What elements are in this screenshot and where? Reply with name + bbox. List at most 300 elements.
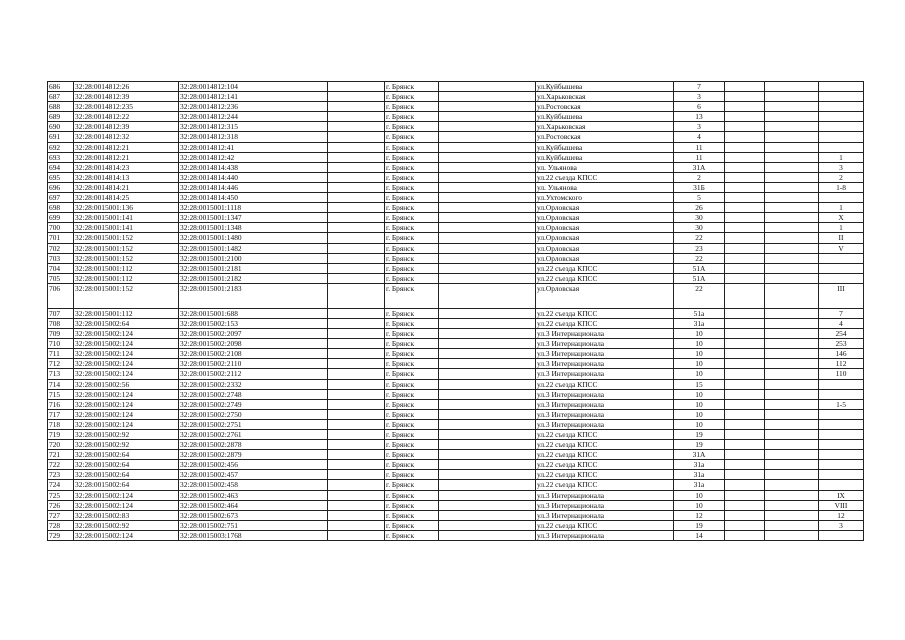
empty-cell xyxy=(725,213,765,223)
empty-cell xyxy=(328,359,385,369)
street-name: ул.22 съезда КПСС xyxy=(536,308,674,318)
land-cadastral-number: 32:28:0014814:23 xyxy=(74,162,179,172)
empty-cell xyxy=(765,122,819,132)
empty-cell xyxy=(765,308,819,318)
house-number: 6 xyxy=(674,102,725,112)
empty-cell xyxy=(439,460,536,470)
empty-cell xyxy=(439,283,536,308)
street-name: ул.3 Интернационала xyxy=(536,510,674,520)
table-row xyxy=(48,329,864,339)
table-row xyxy=(48,273,864,283)
street-name: ул.22 съезда КПСС xyxy=(536,172,674,182)
table-row xyxy=(48,283,864,308)
empty-cell xyxy=(328,318,385,328)
row-number: 713 xyxy=(48,369,74,379)
land-cadastral-number: 32:28:0015001:112 xyxy=(74,263,179,273)
empty-cell xyxy=(439,339,536,349)
table-row xyxy=(48,82,864,92)
table-row xyxy=(48,500,864,510)
empty-cell xyxy=(765,419,819,429)
house-number: 7 xyxy=(674,82,725,92)
empty-cell xyxy=(765,102,819,112)
land-cadastral-number: 32:28:0015002:124 xyxy=(74,490,179,500)
house-number: 14 xyxy=(674,530,725,540)
house-number: 4 xyxy=(674,132,725,142)
empty-cell xyxy=(439,122,536,132)
empty-cell xyxy=(765,273,819,283)
row-number: 706 xyxy=(48,283,74,308)
table-row xyxy=(48,369,864,379)
empty-cell xyxy=(725,122,765,132)
row-number: 693 xyxy=(48,152,74,162)
row-number: 728 xyxy=(48,520,74,530)
apartment-number: 146 xyxy=(819,349,864,359)
empty-cell xyxy=(328,223,385,233)
table-row xyxy=(48,122,864,132)
city-name: г. Брянск xyxy=(385,82,439,92)
empty-cell xyxy=(439,399,536,409)
object-cadastral-number: 32:28:0015002:2098 xyxy=(179,339,328,349)
land-cadastral-number: 32:28:0015002:124 xyxy=(74,419,179,429)
object-cadastral-number: 32:28:0015001:688 xyxy=(179,308,328,318)
row-number: 712 xyxy=(48,359,74,369)
city-name: г. Брянск xyxy=(385,329,439,339)
empty-cell xyxy=(439,193,536,203)
empty-cell xyxy=(725,162,765,172)
house-number: 30 xyxy=(674,213,725,223)
empty-cell xyxy=(439,389,536,399)
empty-cell xyxy=(765,450,819,460)
empty-cell xyxy=(725,369,765,379)
land-cadastral-number: 32:28:0015002:124 xyxy=(74,530,179,540)
row-number: 705 xyxy=(48,273,74,283)
object-cadastral-number: 32:28:0015001:1480 xyxy=(179,233,328,243)
empty-cell xyxy=(765,213,819,223)
house-number: 31Б xyxy=(674,182,725,192)
row-number: 688 xyxy=(48,102,74,112)
apartment-number xyxy=(819,409,864,419)
object-cadastral-number: 32:28:0015001:2100 xyxy=(179,253,328,263)
house-number: 22 xyxy=(674,253,725,263)
city-name: г. Брянск xyxy=(385,243,439,253)
empty-cell xyxy=(328,92,385,102)
table-row xyxy=(48,470,864,480)
empty-cell xyxy=(765,339,819,349)
empty-cell xyxy=(328,460,385,470)
table-row xyxy=(48,152,864,162)
city-name: г. Брянск xyxy=(385,530,439,540)
house-number: 11 xyxy=(674,142,725,152)
table-row xyxy=(48,132,864,142)
land-cadastral-number: 32:28:0015001:136 xyxy=(74,203,179,213)
street-name: ул.Орловская xyxy=(536,223,674,233)
empty-cell xyxy=(328,162,385,172)
street-name: ул.3 Интернационала xyxy=(536,409,674,419)
street-name: ул.3 Интернационала xyxy=(536,339,674,349)
city-name: г. Брянск xyxy=(385,399,439,409)
city-name: г. Брянск xyxy=(385,132,439,142)
empty-cell xyxy=(765,193,819,203)
object-cadastral-number: 32:28:0015001:2182 xyxy=(179,273,328,283)
property-table xyxy=(47,81,864,541)
city-name: г. Брянск xyxy=(385,162,439,172)
row-number: 701 xyxy=(48,233,74,243)
object-cadastral-number: 32:28:0015002:2097 xyxy=(179,329,328,339)
empty-cell xyxy=(439,102,536,112)
row-number: 692 xyxy=(48,142,74,152)
city-name: г. Брянск xyxy=(385,510,439,520)
land-cadastral-number: 32:28:0015001:141 xyxy=(74,213,179,223)
land-cadastral-number: 32:28:0015002:124 xyxy=(74,409,179,419)
city-name: г. Брянск xyxy=(385,349,439,359)
empty-cell xyxy=(439,359,536,369)
empty-cell xyxy=(765,359,819,369)
land-cadastral-number: 32:28:0015002:124 xyxy=(74,359,179,369)
city-name: г. Брянск xyxy=(385,419,439,429)
city-name: г. Брянск xyxy=(385,430,439,440)
city-name: г. Брянск xyxy=(385,263,439,273)
land-cadastral-number: 32:28:0015002:124 xyxy=(74,369,179,379)
empty-cell xyxy=(725,132,765,142)
table-row xyxy=(48,520,864,530)
city-name: г. Брянск xyxy=(385,92,439,102)
street-name: ул.3 Интернационала xyxy=(536,349,674,359)
street-name: ул.Ростовская xyxy=(536,132,674,142)
apartment-number: 1-5 xyxy=(819,399,864,409)
empty-cell xyxy=(765,409,819,419)
empty-cell xyxy=(725,142,765,152)
empty-cell xyxy=(328,203,385,213)
row-number: 690 xyxy=(48,122,74,132)
street-name: ул.Орловская xyxy=(536,213,674,223)
empty-cell xyxy=(439,82,536,92)
apartment-number: 1 xyxy=(819,203,864,213)
object-cadastral-number: 32:28:0015002:751 xyxy=(179,520,328,530)
empty-cell xyxy=(725,182,765,192)
empty-cell xyxy=(765,283,819,308)
empty-cell xyxy=(328,530,385,540)
empty-cell xyxy=(725,460,765,470)
row-number: 686 xyxy=(48,82,74,92)
empty-cell xyxy=(765,162,819,172)
empty-cell xyxy=(439,490,536,500)
row-number: 726 xyxy=(48,500,74,510)
street-name: ул.Орловская xyxy=(536,243,674,253)
empty-cell xyxy=(765,369,819,379)
street-name: ул.22 съезда КПСС xyxy=(536,263,674,273)
land-cadastral-number: 32:28:0015001:152 xyxy=(74,283,179,308)
row-number: 696 xyxy=(48,182,74,192)
empty-cell xyxy=(725,318,765,328)
house-number: 10 xyxy=(674,409,725,419)
row-number: 700 xyxy=(48,223,74,233)
land-cadastral-number: 32:28:0014812:26 xyxy=(74,82,179,92)
object-cadastral-number: 32:28:0015002:2761 xyxy=(179,430,328,440)
house-number: 10 xyxy=(674,339,725,349)
empty-cell xyxy=(725,82,765,92)
apartment-number xyxy=(819,470,864,480)
empty-cell xyxy=(725,399,765,409)
object-cadastral-number: 32:28:0014814:450 xyxy=(179,193,328,203)
empty-cell xyxy=(439,349,536,359)
empty-cell xyxy=(439,480,536,490)
row-number: 709 xyxy=(48,329,74,339)
row-number: 697 xyxy=(48,193,74,203)
street-name: ул.Ростовская xyxy=(536,102,674,112)
apartment-number xyxy=(819,142,864,152)
empty-cell xyxy=(725,283,765,308)
apartment-number xyxy=(819,480,864,490)
empty-cell xyxy=(725,203,765,213)
street-name: ул.3 Интернационала xyxy=(536,500,674,510)
street-name: ул.3 Интернационала xyxy=(536,359,674,369)
house-number: 19 xyxy=(674,430,725,440)
apartment-number xyxy=(819,122,864,132)
row-number: 721 xyxy=(48,450,74,460)
land-cadastral-number: 32:28:0015001:152 xyxy=(74,233,179,243)
empty-cell xyxy=(765,203,819,213)
land-cadastral-number: 32:28:0015002:56 xyxy=(74,379,179,389)
object-cadastral-number: 32:28:0015002:2112 xyxy=(179,369,328,379)
apartment-number: 253 xyxy=(819,339,864,349)
house-number: 10 xyxy=(674,399,725,409)
street-name: ул.Харьковская xyxy=(536,122,674,132)
table-row xyxy=(48,308,864,318)
empty-cell xyxy=(725,359,765,369)
empty-cell xyxy=(725,490,765,500)
street-name: ул.22 съезда КПСС xyxy=(536,318,674,328)
object-cadastral-number: 32:28:0014812:42 xyxy=(179,152,328,162)
city-name: г. Брянск xyxy=(385,440,439,450)
empty-cell xyxy=(765,253,819,263)
apartment-number xyxy=(819,263,864,273)
city-name: г. Брянск xyxy=(385,480,439,490)
table-row xyxy=(48,450,864,460)
empty-cell xyxy=(328,112,385,122)
empty-cell xyxy=(765,379,819,389)
land-cadastral-number: 32:28:0015002:124 xyxy=(74,339,179,349)
apartment-number xyxy=(819,273,864,283)
object-cadastral-number: 32:28:0015002:673 xyxy=(179,510,328,520)
table-row xyxy=(48,480,864,490)
empty-cell xyxy=(328,142,385,152)
empty-cell xyxy=(765,172,819,182)
city-name: г. Брянск xyxy=(385,112,439,122)
apartment-number xyxy=(819,193,864,203)
empty-cell xyxy=(439,450,536,460)
object-cadastral-number: 32:28:0015002:2878 xyxy=(179,440,328,450)
table-row xyxy=(48,263,864,273)
house-number: 22 xyxy=(674,233,725,243)
house-number: 13 xyxy=(674,112,725,122)
empty-cell xyxy=(725,102,765,112)
empty-cell xyxy=(765,329,819,339)
city-name: г. Брянск xyxy=(385,500,439,510)
city-name: г. Брянск xyxy=(385,359,439,369)
empty-cell xyxy=(439,440,536,450)
table-row xyxy=(48,112,864,122)
street-name: ул.22 съезда КПСС xyxy=(536,450,674,460)
row-number: 703 xyxy=(48,253,74,263)
city-name: г. Брянск xyxy=(385,450,439,460)
street-name: ул.22 съезда КПСС xyxy=(536,440,674,450)
land-cadastral-number: 32:28:0014812:22 xyxy=(74,112,179,122)
empty-cell xyxy=(725,379,765,389)
land-cadastral-number: 32:28:0014812:39 xyxy=(74,122,179,132)
street-name: ул.3 Интернационала xyxy=(536,419,674,429)
empty-cell xyxy=(439,243,536,253)
land-cadastral-number: 32:28:0015001:112 xyxy=(74,273,179,283)
table-row xyxy=(48,243,864,253)
object-cadastral-number: 32:28:0015002:153 xyxy=(179,318,328,328)
empty-cell xyxy=(725,263,765,273)
apartment-number: 1 xyxy=(819,152,864,162)
street-name: ул.3 Интернационала xyxy=(536,389,674,399)
table-body xyxy=(48,82,864,541)
empty-cell xyxy=(328,409,385,419)
empty-cell xyxy=(439,172,536,182)
empty-cell xyxy=(439,520,536,530)
object-cadastral-number: 32:28:0014814:438 xyxy=(179,162,328,172)
object-cadastral-number: 32:28:0015002:464 xyxy=(179,500,328,510)
apartment-number: 1-8 xyxy=(819,182,864,192)
empty-cell xyxy=(725,470,765,480)
street-name: ул.3 Интернационала xyxy=(536,329,674,339)
empty-cell xyxy=(765,430,819,440)
empty-cell xyxy=(439,369,536,379)
house-number: 51А xyxy=(674,263,725,273)
empty-cell xyxy=(439,263,536,273)
city-name: г. Брянск xyxy=(385,223,439,233)
object-cadastral-number: 32:28:0014814:440 xyxy=(179,172,328,182)
empty-cell xyxy=(439,379,536,389)
apartment-number xyxy=(819,132,864,142)
empty-cell xyxy=(725,510,765,520)
empty-cell xyxy=(328,329,385,339)
empty-cell xyxy=(439,500,536,510)
house-number: 10 xyxy=(674,369,725,379)
house-number: 10 xyxy=(674,329,725,339)
city-name: г. Брянск xyxy=(385,182,439,192)
object-cadastral-number: 32:28:0015002:2750 xyxy=(179,409,328,419)
land-cadastral-number: 32:28:0014814:13 xyxy=(74,172,179,182)
empty-cell xyxy=(439,253,536,263)
house-number: 15 xyxy=(674,379,725,389)
house-number: 31а xyxy=(674,480,725,490)
apartment-number: 7 xyxy=(819,308,864,318)
empty-cell xyxy=(765,182,819,192)
empty-cell xyxy=(765,142,819,152)
table-row xyxy=(48,172,864,182)
empty-cell xyxy=(439,318,536,328)
apartment-number xyxy=(819,253,864,263)
table-row xyxy=(48,409,864,419)
empty-cell xyxy=(725,112,765,122)
city-name: г. Брянск xyxy=(385,233,439,243)
apartment-number xyxy=(819,379,864,389)
house-number: 10 xyxy=(674,389,725,399)
empty-cell xyxy=(765,112,819,122)
street-name: ул.Орловская xyxy=(536,283,674,308)
city-name: г. Брянск xyxy=(385,470,439,480)
land-cadastral-number: 32:28:0015002:124 xyxy=(74,399,179,409)
empty-cell xyxy=(439,142,536,152)
empty-cell xyxy=(765,440,819,450)
empty-cell xyxy=(328,172,385,182)
table-row xyxy=(48,440,864,450)
table-row xyxy=(48,318,864,328)
apartment-number: IX xyxy=(819,490,864,500)
apartment-number: 110 xyxy=(819,369,864,379)
city-name: г. Брянск xyxy=(385,152,439,162)
empty-cell xyxy=(328,510,385,520)
street-name: ул.Ухтомского xyxy=(536,193,674,203)
table-row xyxy=(48,399,864,409)
empty-cell xyxy=(765,152,819,162)
city-name: г. Брянск xyxy=(385,203,439,213)
object-cadastral-number: 32:28:0014814:446 xyxy=(179,182,328,192)
city-name: г. Брянск xyxy=(385,213,439,223)
street-name: ул.Куйбышева xyxy=(536,82,674,92)
table-row xyxy=(48,182,864,192)
empty-cell xyxy=(328,283,385,308)
empty-cell xyxy=(328,213,385,223)
empty-cell xyxy=(439,182,536,192)
city-name: г. Брянск xyxy=(385,283,439,308)
empty-cell xyxy=(328,273,385,283)
empty-cell xyxy=(765,460,819,470)
apartment-number xyxy=(819,112,864,122)
land-cadastral-number: 32:28:0014812:235 xyxy=(74,102,179,112)
empty-cell xyxy=(328,389,385,399)
row-number: 715 xyxy=(48,389,74,399)
empty-cell xyxy=(328,349,385,359)
object-cadastral-number: 32:28:0015002:2332 xyxy=(179,379,328,389)
land-cadastral-number: 32:28:0015002:124 xyxy=(74,329,179,339)
object-cadastral-number: 32:28:0015001:1482 xyxy=(179,243,328,253)
row-number: 695 xyxy=(48,172,74,182)
table-row xyxy=(48,193,864,203)
city-name: г. Брянск xyxy=(385,102,439,112)
row-number: 708 xyxy=(48,318,74,328)
street-name: ул.Харьковская xyxy=(536,92,674,102)
row-number: 699 xyxy=(48,213,74,223)
apartment-number: 2 xyxy=(819,172,864,182)
object-cadastral-number: 32:28:0015001:1348 xyxy=(179,223,328,233)
empty-cell xyxy=(765,480,819,490)
empty-cell xyxy=(328,520,385,530)
empty-cell xyxy=(328,132,385,142)
row-number: 704 xyxy=(48,263,74,273)
land-cadastral-number: 32:28:0015002:92 xyxy=(74,430,179,440)
apartment-number xyxy=(819,389,864,399)
house-number: 10 xyxy=(674,490,725,500)
house-number: 19 xyxy=(674,520,725,530)
empty-cell xyxy=(439,233,536,243)
land-cadastral-number: 32:28:0015002:64 xyxy=(74,318,179,328)
row-number: 687 xyxy=(48,92,74,102)
object-cadastral-number: 32:28:0014812:236 xyxy=(179,102,328,112)
empty-cell xyxy=(725,349,765,359)
row-number: 720 xyxy=(48,440,74,450)
land-cadastral-number: 32:28:0014812:32 xyxy=(74,132,179,142)
city-name: г. Брянск xyxy=(385,122,439,132)
apartment-number xyxy=(819,450,864,460)
street-name: ул.Орловская xyxy=(536,203,674,213)
street-name: ул.Куйбышева xyxy=(536,142,674,152)
apartment-number xyxy=(819,82,864,92)
empty-cell xyxy=(725,480,765,490)
